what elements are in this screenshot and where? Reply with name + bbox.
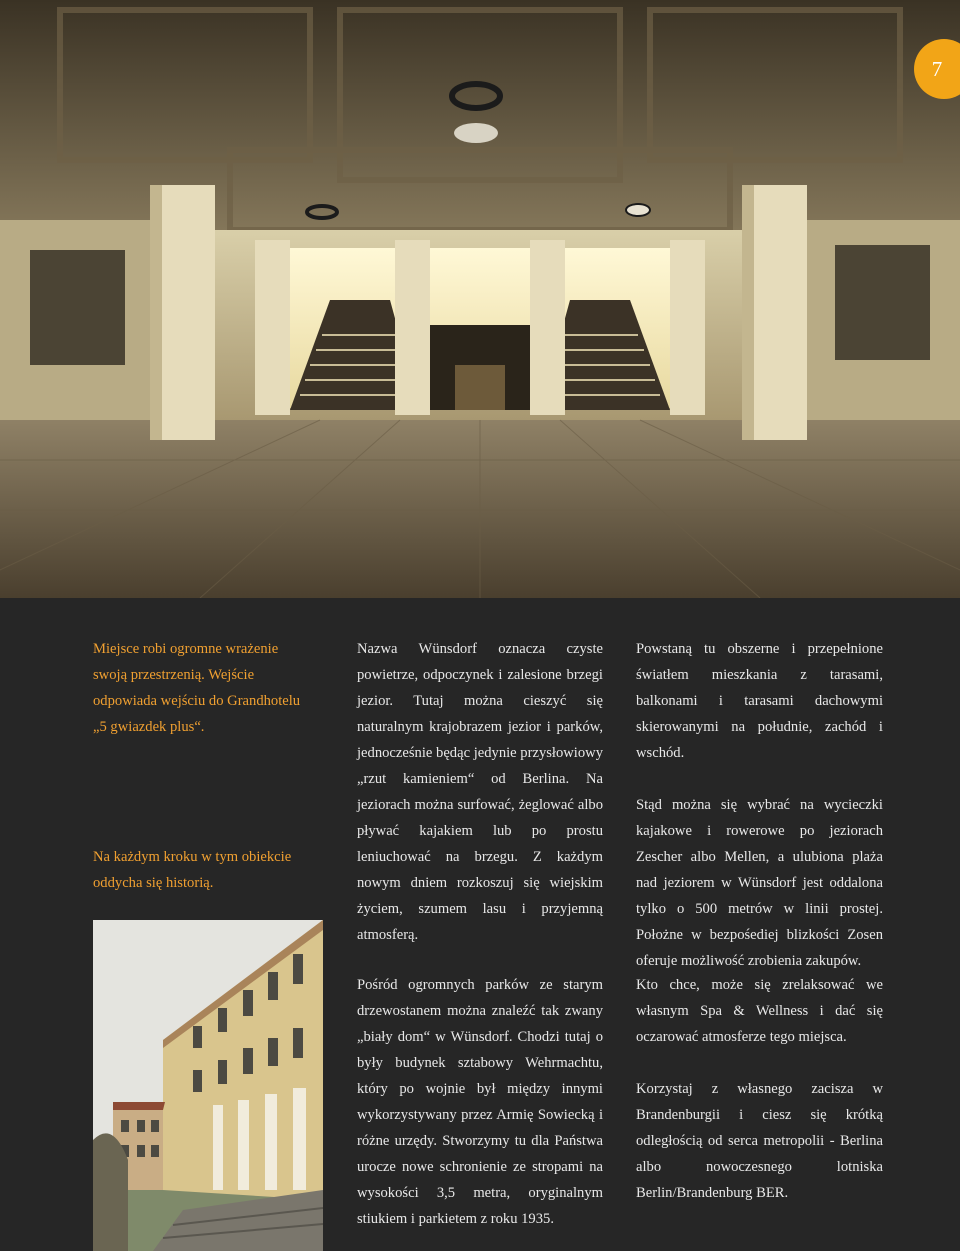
- right-column-lower: [636, 972, 883, 1206]
- middle-paragraph-2: Pośród ogromnych parków ze starym drzewostanem można znaleźć tak zwany „biały dom“ w Wünsdorf. Chodzi tutaj o były budynek sztabowy Wehrmachtu, który po wojnie był między innymi wykorzystywany przez Armię Sowiecką i różne urzędy. Stworzymy tu dla Państwa urocze nowe schronienie ze stropami na wysokości 3,5 metra, oryginalnym stiukiem i parkietem z roku 1935.: [357, 977, 603, 1227]
- left-column: [93, 636, 315, 891]
- right-paragraph-1: Powstaną tu obszerne i przepełnione światłem mieszkania z tarasami, balkonami i tarasami dachowymi skierowanymi na południe, zachód i wschód.: [636, 641, 883, 761]
- hero-photo: [0, 0, 960, 598]
- middle-paragraph-1: Nazwa Wünsdorf oznacza czyste powietrze, odpoczynek i zalesione brzegi jezior. Tutaj można cieszyć się naturalnym krajobrazem jezior i parków, jednocześnie będąc jedynie przysłowiowy „rzut kamieniem“ od Berlina. Na jeziorach można surfować, żeglować albo pływać kajakiem lub po prostu leniuchować na brzegu. Z każdym nowym dniem rozkoszuj się wiejskim życiem, szumem lasu i przyjemną atmosferą.: [357, 641, 603, 943]
- middle-column: [357, 636, 603, 948]
- intro-text: Miejsce robi ogromne wrażenie swoją przestrzenią. Wejście odpowiada wejściu do Grandhotelu „5 gwiazdek plus“.: [93, 641, 301, 735]
- middle-column-lower: [357, 972, 603, 1232]
- right-paragraph-4: Korzystaj z własnego zacisza w Brandenburgii i ciesz się krótką odległością od serca metropolii - Berlina albo nowoczesnego lotniska Berlin/Brandenburg BER.: [636, 1081, 883, 1201]
- hall-photo-icon: [0, 0, 960, 598]
- right-paragraph-2: Stąd można się wybrać na wycieczki kajakowe i rowerowe po jeziorach Zescher albo Mellen, a ulubiona plaża nad jeziorem w Wünsdorf jest oddalona tylko o 500 metrów w linii prostej. Położne w bezpośediej blizkości Zosen oferuje możliwość zrobienia zakupów.: [636, 797, 883, 969]
- right-column: [636, 636, 883, 974]
- building-photo-icon: [93, 920, 323, 1251]
- right-paragraph-3: Kto chce, może się zrelaksować we własnym Spa & Wellness i dać się oczarować atmosferze tego miejsca.: [636, 977, 883, 1045]
- building-photo: [93, 920, 323, 1251]
- page-number: 7: [931, 56, 943, 81]
- history-text: Na każdym kroku w tym obiekcie oddycha się historią.: [93, 849, 292, 891]
